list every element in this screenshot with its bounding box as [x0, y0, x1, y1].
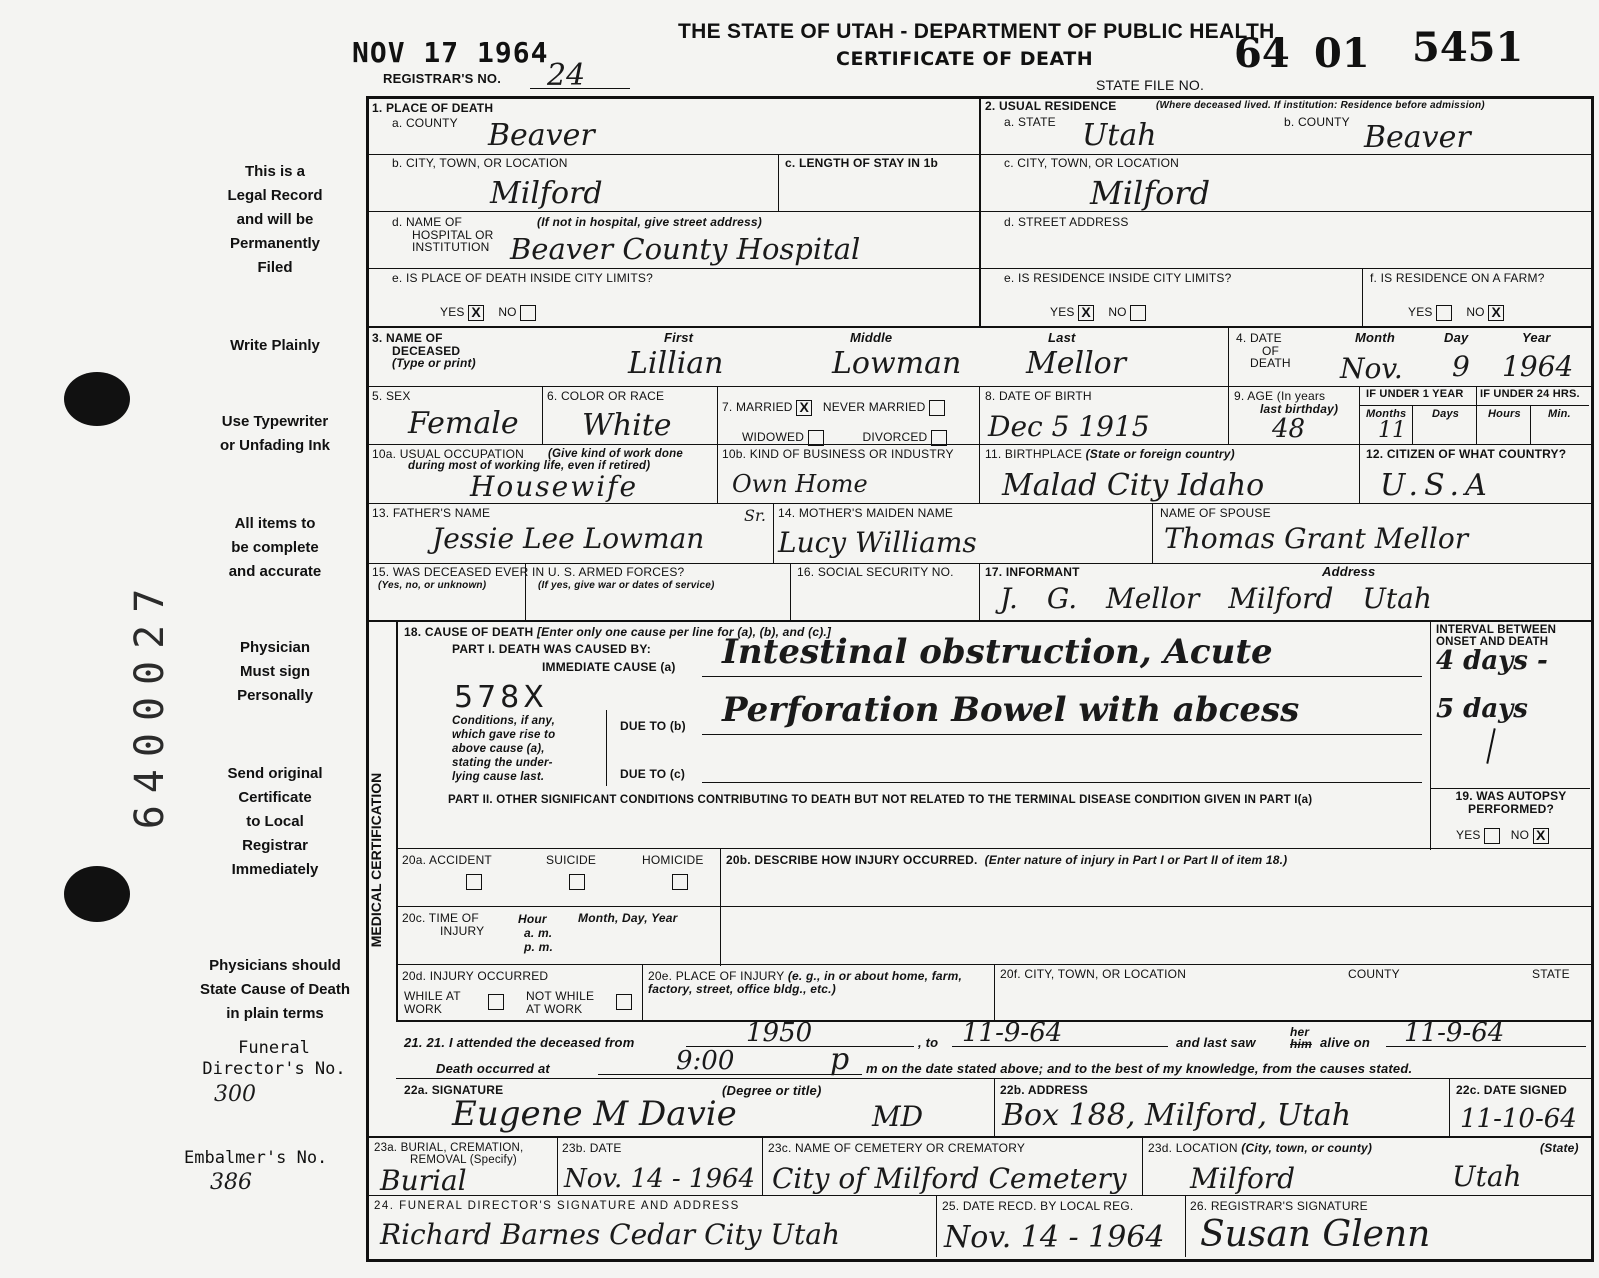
residence-state-label: a. STATE	[1004, 115, 1056, 129]
injury-county-label: COUNTY	[1348, 967, 1400, 981]
months-label: Months	[1366, 408, 1407, 420]
deceased-name-label: 3. NAME OF DECEASED (Type or print)	[372, 331, 476, 371]
hospital-name: Beaver County Hospital	[510, 232, 861, 266]
date-received-label: 25. DATE RECD. BY LOCAL REG.	[942, 1199, 1134, 1213]
birthplace-label: 11. BIRTHPLACE (State or foreign country)	[985, 447, 1235, 461]
father: Jessie Lee Lowman	[432, 522, 705, 555]
armed-forces-label: 15. WAS DECEASED EVER IN U. S. ARMED FORCES?	[372, 565, 685, 579]
attended-to-line	[952, 1046, 1168, 1047]
business-label: 10b. KIND OF BUSINESS OR INDUSTRY	[722, 447, 954, 461]
mdy-label: Month, Day, Year	[578, 911, 678, 925]
armed-forces-note2: (If yes, give war or dates of service)	[538, 580, 715, 591]
autopsy-no-checkbox[interactable]: X	[1533, 828, 1549, 844]
immediate-cause-label: IMMEDIATE CAUSE (a)	[542, 660, 676, 674]
burial-state: Utah	[1452, 1160, 1522, 1193]
attended-from: 1950	[746, 1018, 813, 1048]
birthplace: Malad City Idaho	[1002, 468, 1265, 503]
burial-location-label: 23d. LOCATION (City, town, or county)	[1148, 1141, 1373, 1155]
death-inside-limits-yes[interactable]: YES X NO	[440, 305, 536, 321]
time-of-injury-label: 20c. TIME OF INJURY	[402, 911, 485, 938]
signature-label: 22a. SIGNATURE	[404, 1083, 504, 1097]
marital-status[interactable]: 7. MARRIED X NEVER MARRIED WIDOWED DIVORCED	[722, 392, 947, 452]
registrar-signature: Susan Glenn	[1200, 1214, 1431, 1255]
day-label: Day	[1444, 330, 1469, 345]
autopsy-boxes[interactable]: YES NO X	[1456, 828, 1549, 844]
death-year: 1964	[1502, 350, 1574, 383]
death-county-label: a. COUNTY	[392, 116, 458, 130]
side-physician: Physician Must sign Personally	[237, 639, 313, 704]
funeral-director-label: Funeral Director's No.	[202, 1038, 346, 1079]
father-label: 13. FATHER'S NAME	[372, 506, 491, 520]
hours-label: Hours	[1488, 408, 1521, 420]
date-received: Nov. 14 - 1964	[944, 1220, 1165, 1255]
homicide-checkbox[interactable]	[672, 874, 688, 890]
days-label: Days	[1432, 408, 1460, 420]
farm-no-checkbox[interactable]: X	[1488, 305, 1504, 321]
file-num-a: 64	[1234, 30, 1290, 77]
not-while-at-work: NOT WHILE AT WORK	[526, 989, 595, 1016]
cause-b: Perforation Bowel with abcess	[722, 690, 1300, 730]
death-county: Beaver	[488, 118, 595, 153]
side-physicians-should: Physicians should State Cause of Death in plain terms	[199, 957, 351, 1022]
registrar-no: 24	[547, 58, 586, 93]
injury-occurred-label: 20d. INJURY OCCURRED	[402, 969, 549, 983]
conditions-bracket	[600, 710, 607, 786]
business: Own Home	[732, 470, 868, 498]
physician-degree: MD	[872, 1100, 924, 1133]
year-label: Year	[1522, 330, 1551, 345]
under-1-year-label: IF UNDER 1 YEAR	[1366, 388, 1464, 400]
physician-address-label: 22b. ADDRESS	[1000, 1083, 1088, 1097]
residence-inside-no-checkbox[interactable]	[1130, 305, 1146, 321]
burial: Burial	[380, 1164, 467, 1197]
attended-to-label: , to	[918, 1035, 939, 1050]
medical-certification-label: MEDICAL CERTIFICATION	[368, 772, 384, 948]
state-file-label: STATE FILE NO.	[1096, 77, 1205, 93]
cause-a-underline	[702, 676, 1422, 677]
widowed-checkbox[interactable]	[808, 430, 824, 446]
while-at-work-checkbox[interactable]	[488, 994, 504, 1010]
dob-label: 8. DATE OF BIRTH	[985, 389, 1092, 403]
hospital-label: d. NAME OF HOSPITAL OR INSTITUTION	[392, 215, 494, 255]
side-send-original: Send original Certificate to Local Registrar Immediately	[227, 765, 323, 878]
divorced-checkbox[interactable]	[931, 430, 947, 446]
residence-county: Beaver	[1364, 120, 1471, 155]
file-num-b: 01	[1314, 30, 1370, 77]
race: White	[582, 408, 672, 443]
middle-label: Middle	[850, 330, 893, 345]
sex: Female	[408, 406, 519, 441]
age-months: 11	[1378, 418, 1406, 443]
form-title: THE STATE OF UTAH - DEPARTMENT OF PUBLIC HEALTH	[678, 20, 1275, 43]
side-complete: All items to be complete and accurate	[228, 515, 322, 580]
length-of-stay-label: c. LENGTH OF STAY IN 1b	[785, 156, 939, 170]
residence-inside-limits-boxes[interactable]: YES X NO	[1050, 305, 1146, 321]
while-at-work: WHILE AT WORK	[404, 989, 461, 1016]
homicide-label: HOMICIDE	[642, 853, 704, 867]
residence-label: 2. USUAL RESIDENCE	[985, 99, 1117, 113]
deceased-last: Mellor	[1026, 346, 1127, 381]
physician-address: Box 188, Milford, Utah	[1002, 1098, 1352, 1133]
death-inside-no-checkbox[interactable]	[520, 305, 536, 321]
occupation-note: (Give kind of work done during most of working life, even if retired)	[408, 448, 683, 473]
cause-label: 18. CAUSE OF DEATH [Enter only one cause per line for (a), (b), and (c).]	[404, 625, 832, 639]
part2-label: PART II. OTHER SIGNIFICANT CONDITIONS CONTRIBUTING TO DEATH BUT NOT RELATED TO THE TERMINAL DISEASE CONDITION GIVEN IN PART I(a)	[448, 794, 1313, 806]
embalmer-no: 386	[210, 1170, 252, 1195]
informant-address-label: Address	[1322, 564, 1376, 579]
residence-county-label: b. COUNTY	[1284, 115, 1350, 129]
interval-a: 4 days -	[1436, 646, 1548, 676]
burial-date: Nov. 14 - 1964	[564, 1164, 756, 1194]
alive-on: 11-9-64	[1404, 1018, 1505, 1048]
informant-label: 17. INFORMANT	[985, 565, 1080, 579]
funeral-director-no: 300	[214, 1082, 256, 1107]
residence-note: (Where deceased lived. If institution: Residence before admission)	[1156, 100, 1485, 111]
hour-labels: Hour a. m. p. m.	[518, 912, 554, 954]
file-num-c: 5451	[1412, 24, 1524, 71]
suicide-checkbox[interactable]	[569, 874, 585, 890]
age: 48	[1272, 414, 1306, 444]
min-label: Min.	[1548, 408, 1571, 420]
dob: Dec 5 1915	[988, 410, 1150, 443]
physician-signature: Eugene M Davie	[452, 1094, 737, 1134]
residence-street-label: d. STREET ADDRESS	[1004, 215, 1129, 229]
armed-forces-note1: (Yes, no, or unknown)	[378, 580, 487, 591]
residence-city-label: c. CITY, TOWN, OR LOCATION	[1004, 156, 1179, 170]
married-checkbox[interactable]: X	[796, 400, 812, 416]
accident-checkbox[interactable]	[466, 874, 482, 890]
place-of-injury-label: 20e. PLACE OF INJURY (e. g., in or about home, farm, factory, street, office bldg., etc.)	[648, 969, 963, 996]
registrar-no-line	[530, 88, 630, 89]
death-city-label: b. CITY, TOWN, OR LOCATION	[392, 156, 568, 170]
informant: J. G. Mellor Milford Utah	[1000, 582, 1432, 615]
attended-label: 21. 21. I attended the deceased from	[404, 1035, 635, 1050]
death-occurred-rest: m on the date stated above; and to the best of my knowledge, from the causes stated.	[866, 1061, 1413, 1076]
interval-label: INTERVAL BETWEEN ONSET AND DEATH	[1436, 624, 1557, 649]
describe-injury-label: 20b. DESCRIBE HOW INJURY OCCURRED. (Enter nature of injury in Part I or Part II of item 18.)	[726, 853, 1288, 867]
registrar-no-label: REGISTRAR'S NO.	[383, 71, 502, 86]
punch-hole-top	[64, 372, 130, 426]
never-married-checkbox[interactable]	[929, 400, 945, 416]
attended-to: 11-9-64	[962, 1018, 1063, 1048]
age-label: 9. AGE (In years last birthday)	[1234, 389, 1339, 416]
farm-yes-checkbox[interactable]	[1436, 305, 1452, 321]
death-city: Milford	[490, 176, 603, 211]
sex-label: 5. SEX	[372, 389, 411, 403]
residence-state: Utah	[1082, 118, 1157, 153]
death-inside-limits-label: e. IS PLACE OF DEATH INSIDE CITY LIMITS?	[392, 271, 653, 285]
burial-date-label: 23b. DATE	[562, 1141, 622, 1155]
deceased-middle: Lowman	[832, 346, 962, 381]
alive-on-label: alive on	[1320, 1035, 1371, 1050]
her-label: her him	[1290, 1025, 1312, 1051]
death-ampm: p	[830, 1042, 850, 1077]
cause-code: 578X	[454, 680, 548, 715]
ssn-label: 16. SOCIAL SECURITY NO.	[797, 565, 954, 579]
farm-boxes[interactable]: YES NO X	[1408, 305, 1504, 321]
death-inside-yes-checkbox[interactable]: X	[468, 305, 484, 321]
autopsy-yes-checkbox[interactable]	[1484, 828, 1500, 844]
death-month: Nov.	[1340, 352, 1403, 385]
suicide-label: SUICIDE	[546, 853, 597, 867]
hospital-note: (If not in hospital, give street address)	[537, 215, 762, 229]
citizen-label: 12. CITIZEN OF WHAT COUNTRY?	[1366, 447, 1567, 461]
residence-inside-yes-checkbox[interactable]: X	[1078, 305, 1094, 321]
death-time-line	[598, 1074, 862, 1075]
cause-a: Intestinal obstruction, Acute	[722, 632, 1273, 672]
date-signed-label: 22c. DATE SIGNED	[1456, 1083, 1568, 1097]
last-label: Last	[1048, 330, 1076, 345]
due-to-b-label: DUE TO (b)	[620, 719, 686, 733]
funeral-director-signature-label: 24. FUNERAL DIRECTOR'S SIGNATURE AND ADDRESS	[374, 1200, 740, 1212]
burial-state-label: (State)	[1540, 1141, 1579, 1155]
injury-city-label: 20f. CITY, TOWN, OR LOCATION	[1000, 967, 1187, 981]
interval-b: 5 days	[1436, 694, 1528, 724]
residence-inside-limits-label: e. IS RESIDENCE INSIDE CITY LIMITS?	[1004, 271, 1232, 285]
cause-b-underline	[702, 734, 1422, 735]
burial-label: 23a. BURIAL, CREMATION, REMOVAL (Specify)	[374, 1142, 524, 1167]
death-occurred-label: Death occurred at	[436, 1061, 550, 1076]
date-of-death-label: 4. DATE OF DEATH	[1236, 331, 1291, 371]
funeral-director-signature: Richard Barnes Cedar City Utah	[380, 1218, 841, 1251]
due-to-c-label: DUE TO (c)	[620, 767, 686, 781]
death-day: 9	[1452, 350, 1470, 383]
first-label: First	[664, 330, 694, 345]
side-typewriter: Use Typewriter or Unfading Ink	[220, 413, 330, 454]
month-label: Month	[1355, 330, 1395, 345]
part1-label: PART I. DEATH WAS CAUSED BY:	[452, 642, 651, 656]
date-signed: 11-10-64	[1460, 1104, 1577, 1134]
last-saw-label: and last saw	[1176, 1035, 1256, 1050]
stamp-number: 6400027	[127, 576, 173, 830]
alive-on-line	[1386, 1046, 1586, 1047]
autopsy-label: 19. WAS AUTOPSY PERFORMED?	[1455, 789, 1567, 816]
side-legal-record: This is a Legal Record and will be Permanently Filed	[227, 163, 323, 276]
race-label: 6. COLOR OR RACE	[547, 389, 665, 403]
mother: Lucy Williams	[778, 526, 977, 559]
farm-label: f. IS RESIDENCE ON A FARM?	[1370, 271, 1545, 285]
registrar-signature-label: 26. REGISTRAR'S SIGNATURE	[1190, 1199, 1368, 1213]
embalmer-label: Embalmer's No.	[184, 1148, 328, 1168]
degree-label: (Degree or title)	[722, 1083, 822, 1098]
occupation-label: 10a. USUAL OCCUPATION	[372, 447, 525, 461]
under-24-hours-label: IF UNDER 24 HRS.	[1480, 388, 1580, 400]
cemetery-label: 23c. NAME OF CEMETERY OR CREMATORY	[768, 1141, 1026, 1155]
place-of-death-label: 1. PLACE OF DEATH	[372, 101, 494, 115]
accident-label: 20a. ACCIDENT	[402, 853, 492, 867]
citizen: U.S.A	[1380, 468, 1493, 503]
cause-c-underline	[702, 782, 1422, 783]
certificate-title: CERTIFICATE OF DEATH	[836, 48, 1094, 70]
residence-city: Milford	[1090, 174, 1211, 212]
side-write-plainly: Write Plainly	[230, 337, 320, 354]
mother-label: 14. MOTHER'S MAIDEN NAME	[778, 506, 954, 520]
deceased-first: Lillian	[628, 346, 724, 381]
spouse: Thomas Grant Mellor	[1164, 522, 1469, 555]
spouse-label: NAME OF SPOUSE	[1160, 506, 1271, 520]
conditions-note: Conditions, if any, which gave rise to above cause (a), stating the under- lying cause last.	[452, 715, 556, 783]
burial-location: Milford	[1190, 1162, 1296, 1195]
punch-hole-bottom	[64, 866, 130, 922]
cemetery: City of Milford Cemetery	[772, 1162, 1127, 1195]
occupation: Housewife	[470, 470, 639, 503]
date-stamp: NOV 17 1964	[352, 36, 549, 69]
injury-state-label: STATE	[1532, 967, 1570, 981]
father-suffix: Sr.	[744, 506, 766, 525]
not-while-at-work-checkbox[interactable]	[616, 994, 632, 1010]
death-time: 9:00	[676, 1046, 735, 1076]
